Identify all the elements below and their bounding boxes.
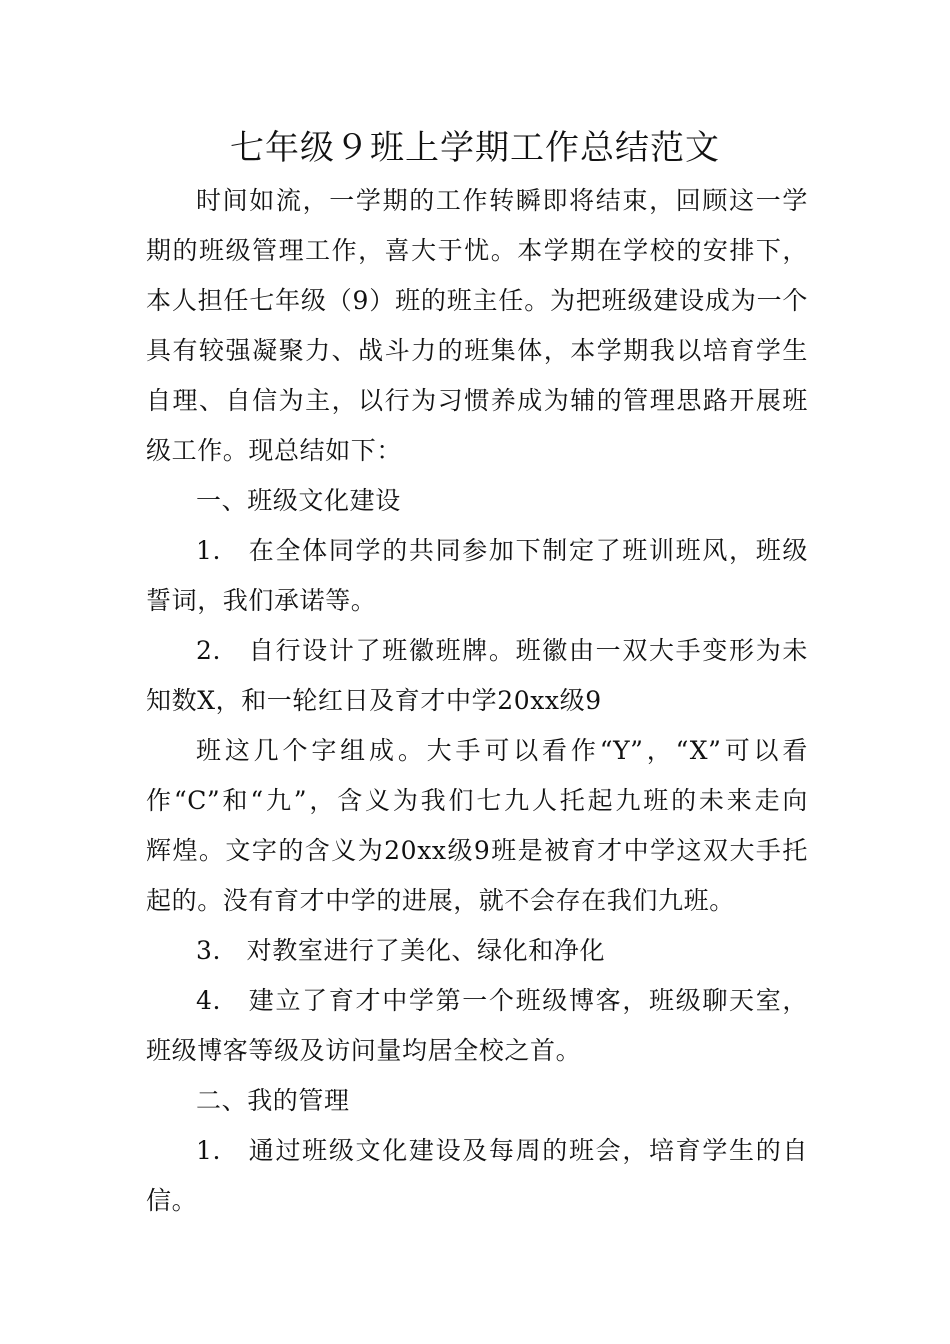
text-line: 具有较强凝聚力、战斗力的班集体，本学期我以培育学生	[146, 336, 808, 365]
text-line: 起的。没有育才中学的进展，就不会存在我们九班。	[146, 886, 735, 915]
text-line: 班级博客等级及访问量均居全校之首。	[146, 1036, 582, 1065]
section-heading: 二、我的管理	[196, 1086, 350, 1115]
text-line: 1. 通过班级文化建设及每周的班会，培育学生的自	[196, 1136, 808, 1165]
text-line: 信。	[146, 1186, 198, 1215]
text-line: 1. 在全体同学的共同参加下制定了班训班风，班级	[196, 536, 808, 565]
text-line: 级工作。现总结如下：	[146, 436, 403, 465]
text-line: 时间如流，一学期的工作转瞬即将结束，回顾这一学	[196, 186, 808, 215]
text-line: 知数X，和一轮红日及育才中学20xx级9	[146, 686, 602, 715]
text-line: 期的班级管理工作，喜大于忧。本学期在学校的安排下，	[146, 236, 808, 265]
document-body	[146, 176, 808, 1226]
text-line: 辉煌。文字的含义为20xx级9班是被育才中学这双大手托	[146, 836, 808, 865]
text-line: 班这几个字组成。大手可以看作“Y”，“X”可以看	[196, 736, 808, 765]
text-line: 3. 对教室进行了美化、绿化和净化	[196, 936, 606, 965]
text-line: 作“C”和“九”，含义为我们七九人托起九班的未来走向	[146, 786, 808, 815]
text-line: 4. 建立了育才中学第一个班级博客，班级聊天室，	[196, 986, 808, 1015]
text-line: 本人担任七年级（9）班的班主任。为把班级建设成为一个	[146, 286, 808, 315]
text-line: 2. 自行设计了班徽班牌。班徽由一双大手变形为未	[196, 636, 808, 665]
document-title: 七年级９班上学期工作总结范文	[230, 128, 720, 168]
text-line: 自理、自信为主，以行为习惯养成为辅的管理思路开展班	[146, 386, 808, 415]
section-heading: 一、班级文化建设	[196, 486, 401, 515]
text-line: 誓词，我们承诺等。	[146, 586, 377, 615]
